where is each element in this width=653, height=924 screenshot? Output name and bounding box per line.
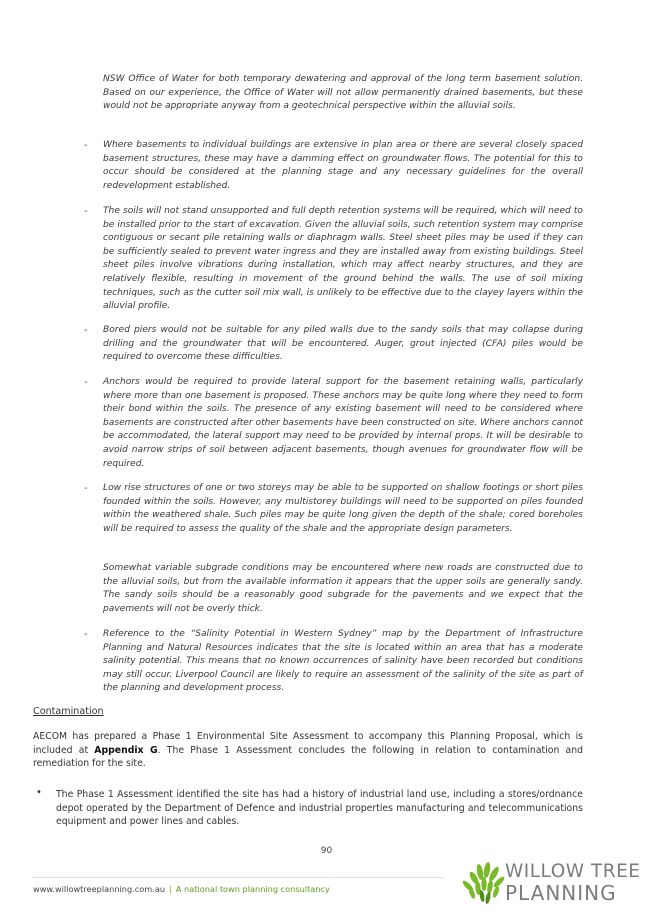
paragraph-low-rise-structures: Low rise structures of one or two storeys may be able to be supported on shallow footings or short piles founded within the soils. However, any multistorey buildings will need to be supported on piles founded within the weathered shale. Such piles may be quite long given the depth of the shale; cored boreholes will be required to assess the quality of the shale and the appropriate design parameters.	[103, 483, 583, 534]
paragraph-subgrade: Somewhat variable subgrade conditions may be encountered where new roads are constructed due to the alluvial soils, but from the available information it appears that the upper soils are generally sandy. The sandy soils should be a reasonably good subgrade for the pavements and we expect that the pavements will not be overly thick.	[103, 563, 583, 614]
logo-wordmark-line2: PLANNING	[505, 881, 617, 905]
paragraph-basement-damming: Where basements to individual buildings are extensive in plan area or there are several closely spaced basement structures, these may have a damming effect on groundwater flows. The potential for this to occur should be considered at the planning stage and any necessary guidelines for the overall redevelopment established.	[103, 140, 583, 191]
paragraph-phase1-findings: The Phase 1 Assessment identified the site has had a history of industrial land use, including a stores/ordnance depot operated by the Department of Defence and industrial properties manufacturing and telecommunications equipment and power lines and cables.	[56, 789, 583, 828]
paragraph-retention-systems: The soils will not stand unsupported and full depth retention systems will be required, which will need to be installed prior to the start of excavation. Given the alluvial soils, such retention system may comprise contiguous or secant pile retaining walls or diaphragm walls. Steel sheet piles may be used if they can be sufficiently sealed to prevent water ingress and they are installed away from existing buildings. Steel sheet piles involve vibrations during installation, which may affect nearby structures, and they are relatively flexible, resulting in movement of the ground behind the walls. The use of soil mixing techniques, such as the cutter soil mix wall, is unlikely to be effective due to the clayey layers within the alluvial profile.	[103, 206, 583, 312]
logo-wordmark-line1: WILLOW TREE	[505, 861, 641, 882]
bullet-marker: -	[84, 140, 88, 151]
footer-separator: |	[169, 884, 172, 894]
appendix-reference: Appendix G	[94, 744, 158, 756]
footer-divider	[33, 877, 443, 878]
bullet-marker: -	[84, 325, 88, 336]
page-number: 90	[320, 846, 333, 856]
bullet-marker: •	[36, 787, 42, 798]
intro-text-after: . The Phase 1 Assessment concludes the following in relation to contamination and remediation for the site.	[33, 744, 583, 770]
bullet-marker: -	[84, 483, 88, 494]
paragraph-bored-piers: Bored piers would not be suitable for any piled walls due to the sandy soils that may collapse during drilling and the groundwater that will be encountered. Auger, grout injected (CFA) piles would be required to overcome these difficulties.	[103, 325, 583, 363]
footer-website-link[interactable]: www.willowtreeplanning.com.au	[33, 884, 166, 894]
footer-tagline: A national town planning consultancy	[175, 884, 330, 894]
bullet-marker: -	[84, 206, 88, 217]
footer-contact	[33, 884, 330, 894]
paragraph-office-of-water: NSW Office of Water for both temporary dewatering and approval of the long term basement solution. Based on our experience, the Office of Water will not allow permanently drained basements, but these would not be appropriate anyway from a geotechnical perspective within the alluvial soils.	[103, 74, 583, 112]
section-heading-contamination: Contamination	[33, 706, 104, 717]
paragraph-salinity: Reference to the “Salinity Potential in Western Sydney” map by the Department of Infrastructure Planning and Natural Resources indicates that the site is located within an area that has a moderate salinity potential. This means that no known occurrences of salinity have been recorded but conditions may still occur. Liverpool Council are likely to require an assessment of the salinity of the site as part of the planning and development process.	[103, 629, 583, 694]
bullet-marker: -	[84, 377, 88, 388]
paragraph-anchors: Anchors would be required to provide lateral support for the basement retaining walls, particularly where more than one basement is proposed. These anchors may be quite long where they need to form their bond within the soils. The presence of any existing basement will need to be considered where basements are constructed after other basements have been constructed on site. Where anchors cannot be accommodated, the lateral support may need to be provided by internal props. It will be desirable to avoid narrow strips of soil between adjacent basements, though avenues for groundwater flow will be required.	[103, 377, 583, 469]
intro-text-before: AECOM has prepared a Phase 1 Environmental Site Assessment to accompany this Planning Proposal, which is included at	[33, 731, 583, 756]
bullet-marker: -	[84, 629, 88, 640]
paragraph-contamination-intro	[33, 730, 583, 771]
